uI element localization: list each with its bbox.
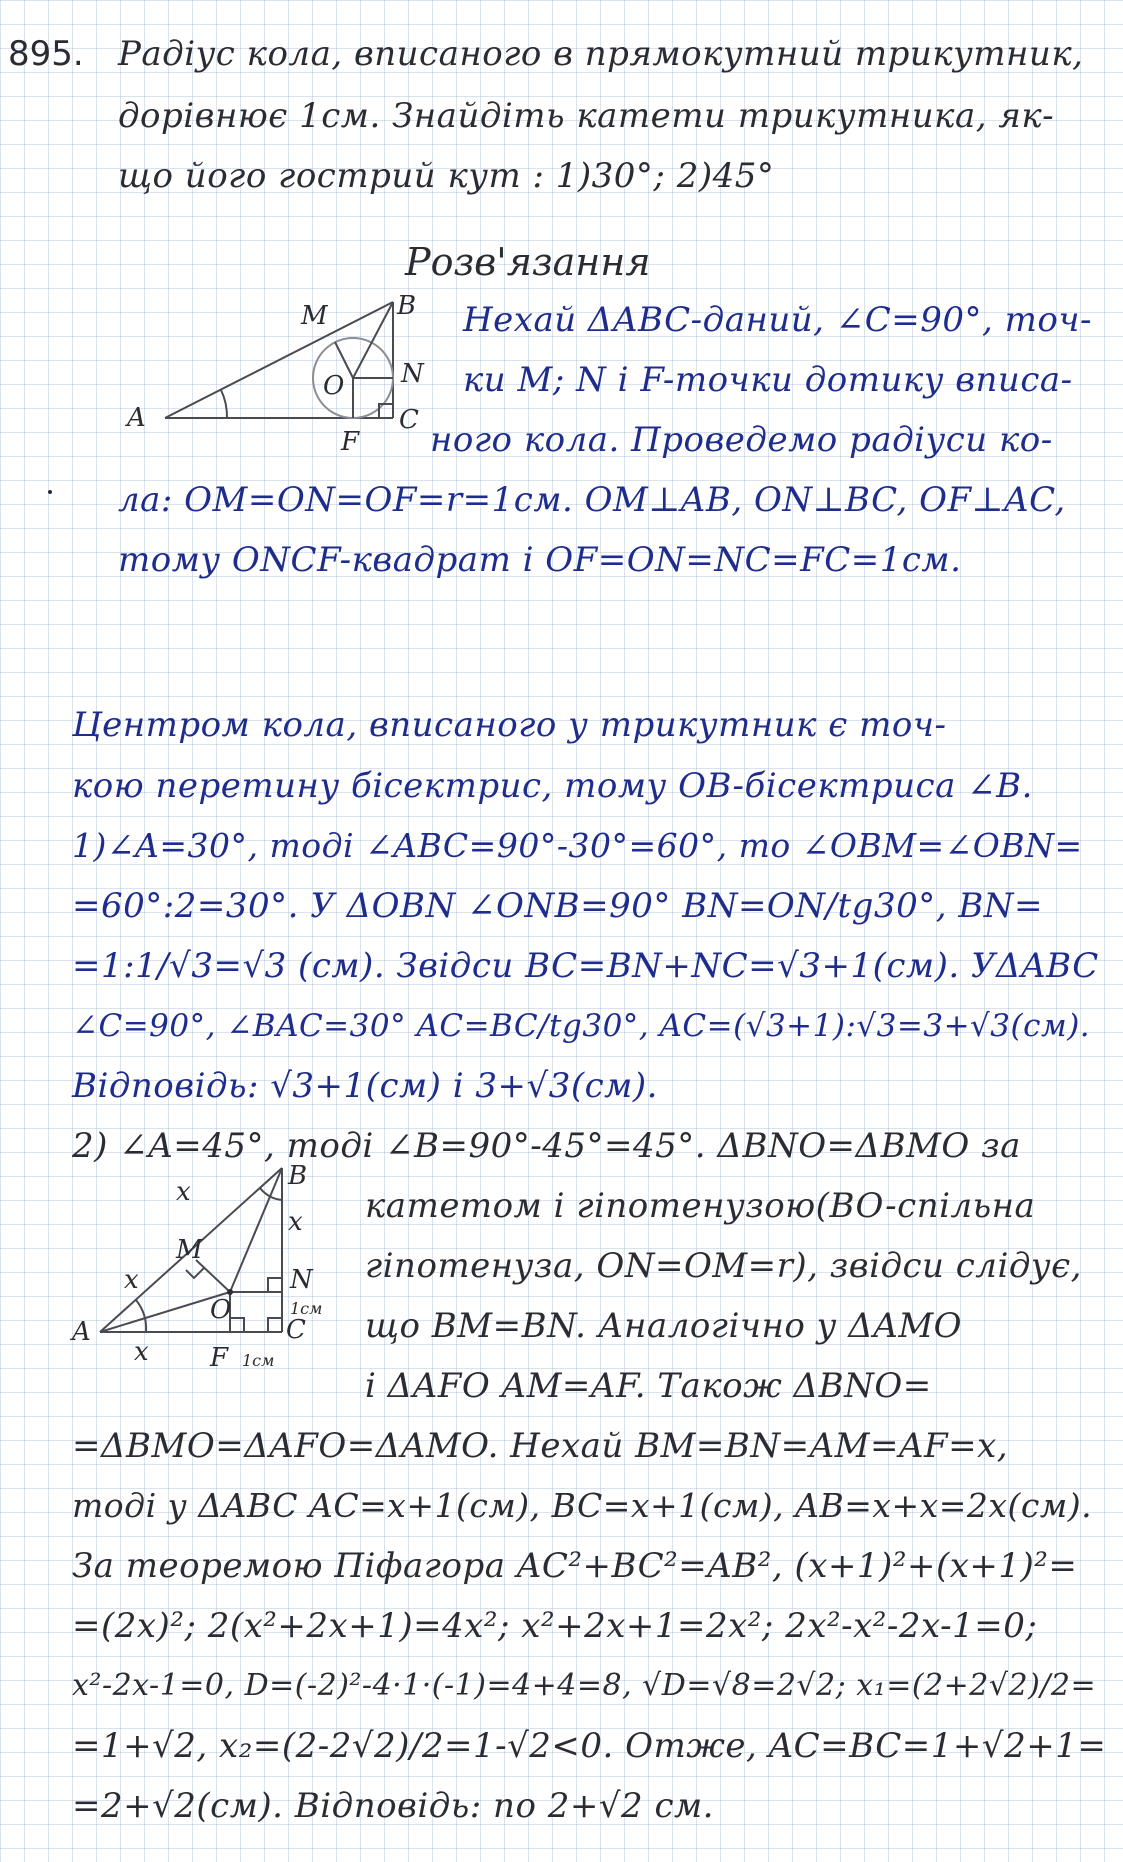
fig2-label-x-bm: x [176, 1177, 191, 1207]
intro-line-3: ного кола. Проведемо радіуси ко- [430, 420, 1053, 460]
part2-side-line-1: катетом і гіпотенузою(BO-спільна [365, 1186, 1036, 1226]
fig2-label-a: A [72, 1317, 91, 1347]
part2-line-11: =2+√2(см). Відповідь: по 2+√2 см. [72, 1786, 714, 1826]
fig2-label-1cm-fc: 1см [242, 1351, 275, 1370]
fig1-side-ab [165, 302, 393, 418]
intro-line-5: тому ONCF-квадрат і OF=ON=NC=FC=1см. [118, 540, 962, 580]
part1-line-7: Відповідь: √3+1(см) і 3+√3(см). [72, 1066, 658, 1106]
part1-line-6: ∠C=90°, ∠BAC=30° AC=BC/tg30°, AC=(√3+1):√3=3+√3(см). [72, 1008, 1091, 1044]
fig2-label-o: O [210, 1295, 232, 1325]
part2-line-7: За теоремою Піфагора AC²+BC²=AB², (x+1)²+(x+1)²= [72, 1546, 1078, 1586]
statement-line-3: що його гострий кут : 1)30°; 2)45° [118, 156, 775, 196]
part1-line-4: =60°:2=30°. У ΔOBN ∠ONB=90° BN=ON/tg30°, BN= [72, 886, 1044, 926]
intro-line-1: Нехай ΔABC-даний, ∠C=90°, точ- [463, 300, 1092, 340]
part1-line-1: Центром кола, вписаного у трикутник є точ- [72, 705, 947, 745]
fig2-label-m: M [176, 1235, 203, 1265]
fig1-label-b: B [397, 291, 417, 321]
fig2-right-angle-n [268, 1278, 282, 1292]
fig2-label-c: C [286, 1315, 306, 1345]
fig2-label-x-am: x [124, 1265, 139, 1295]
fig2-right-angle-c [268, 1318, 282, 1332]
fig2-angle-a-arc [136, 1300, 146, 1332]
fig2-label-1cm-nc: 1см [290, 1299, 323, 1318]
fig1-label-a: A [127, 403, 146, 433]
part2-line-9: x²-2x-1=0, D=(-2)²-4·1·(-1)=4+4=8, √D=√8=2√2; x₁=(2+2√2)/2= [72, 1668, 1097, 1703]
fig1-label-m: M [301, 301, 328, 331]
figure-2-triangle-diagram [70, 1160, 370, 1380]
statement-line-2: дорівнює 1см. Знайдіть катети трикутника, як- [118, 96, 1055, 136]
fig2-right-angle-m [186, 1268, 204, 1278]
fig1-label-n: N [401, 359, 424, 389]
intro-line-2: ки M; N і F-точки дотику вписа- [463, 360, 1073, 400]
part1-line-3: 1)∠A=30°, тоді ∠ABC=90°-30°=60°, то ∠OBM=∠OBN= [72, 826, 1083, 865]
part2-line-5: =ΔBMO=ΔAFO=ΔAMO. Нехай BM=BN=AM=AF=x, [72, 1426, 1009, 1466]
part2-line-10: =1+√2, x₂=(2-2√2)/2=1-√2<0. Отже, AC=BC=1+√2+1= [72, 1726, 1107, 1766]
fig2-label-b: B [288, 1161, 308, 1191]
fig2-label-x-bn: x [288, 1207, 303, 1237]
part1-line-2: кою перетину бісектрис, тому OB-бісектриса ∠B. [72, 766, 1033, 806]
problem-number: 895. [8, 34, 84, 74]
fig1-bisector-bo [353, 302, 393, 378]
fig2-label-n: N [290, 1265, 313, 1295]
figure-1-triangle-diagram [115, 290, 445, 460]
part2-line-1: 2) ∠A=45°, тоді ∠B=90°-45°=45°. ΔBNO=ΔBMO за [72, 1126, 1021, 1166]
fig2-bisector-bo [230, 1168, 282, 1292]
fig2-label-f: F [210, 1343, 229, 1373]
fig2-right-angle-f [230, 1318, 244, 1332]
fig1-label-o: O [323, 371, 345, 401]
stray-ink-dot [48, 490, 52, 494]
part2-side-line-4: і ΔAFO AM=AF. Також ΔBNO= [365, 1366, 932, 1406]
fig2-label-x-af: x [134, 1337, 149, 1367]
part2-line-8: =(2x)²; 2(x²+2x+1)=4x²; x²+2x+1=2x²; 2x²-x²-2x-1=0; [72, 1606, 1038, 1646]
part2-line-6: тоді у ΔABC AC=x+1(см), BC=x+1(см), AB=x+x=2x(см). [72, 1486, 1093, 1525]
solution-heading: Розв'язання [405, 240, 651, 284]
fig1-label-f: F [341, 427, 360, 457]
statement-line-1: Радіус кола, вписаного в прямокутний трикутник, [118, 34, 1084, 74]
part1-line-5: =1:1/√3=√3 (см). Звідси BC=BN+NC=√3+1(см). УΔABC [72, 946, 1099, 986]
part2-side-line-3: що BM=BN. Аналогічно у ΔAMO [365, 1306, 963, 1346]
part2-side-line-2: гіпотенуза, ON=OM=r), звідси слідує, [365, 1246, 1082, 1286]
fig1-angle-a-arc [221, 390, 227, 418]
fig1-label-c: C [399, 405, 419, 435]
intro-line-4: ла: OM=ON=OF=r=1см. OM⊥AB, ON⊥BC, OF⊥AC, [118, 480, 1066, 520]
